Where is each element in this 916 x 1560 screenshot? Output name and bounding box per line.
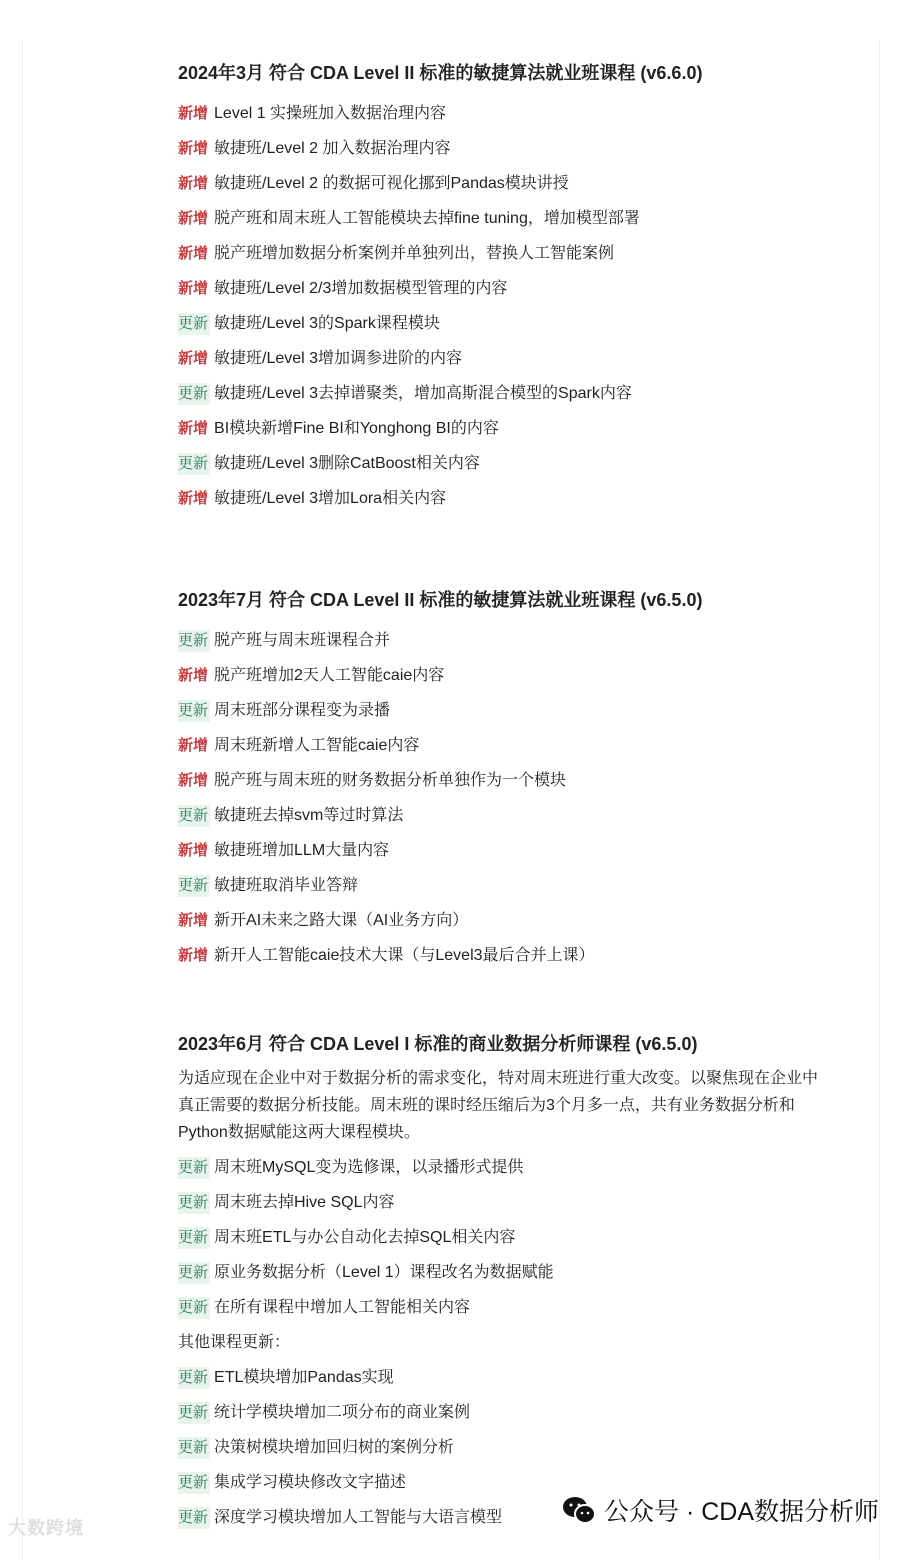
badge-added: 新增 [178, 912, 209, 929]
badge-updated: 更新 [178, 313, 210, 335]
badge-updated: 更新 [178, 805, 210, 827]
item-text: 在所有课程中增加人工智能相关内容 [214, 1299, 471, 1316]
item-text: 统计学模块增加二项分布的商业案例 [214, 1404, 471, 1421]
item-text: 敏捷班/Level 3增加Lora相关内容 [214, 490, 447, 507]
badge-added: 新增 [178, 772, 209, 789]
changelog-item [178, 664, 838, 699]
item-text: 脱产班和周末班人工智能模块去掉fine tuning，增加模型部署 [214, 210, 640, 227]
changelog-item [178, 172, 838, 207]
badge-added: 新增 [178, 140, 209, 157]
watermark-right [562, 1492, 879, 1528]
item-text: 敏捷班/Level 3去掉谱聚类，增加高斯混合模型的Spark内容 [214, 385, 632, 402]
changelog-item [178, 382, 838, 417]
release-title: 2024年3月 符合 CDA Level II 标准的敏捷算法就业班课程 (v6.6.0) [178, 63, 703, 83]
badge-updated: 更新 [178, 1507, 210, 1529]
badge-added: 新增 [178, 210, 209, 227]
item-text: 脱产班增加数据分析案例并单独列出，替换人工智能案例 [214, 245, 615, 262]
badge-added: 新增 [178, 420, 209, 437]
badge-added: 新增 [178, 350, 209, 367]
item-text: 新开AI未来之路大课（AI业务方向） [214, 912, 469, 929]
changelog-item [178, 839, 838, 874]
badge-updated: 更新 [178, 1437, 210, 1459]
change-list [178, 102, 838, 522]
changelog-item [178, 1226, 838, 1261]
changelog-item [178, 769, 838, 804]
badge-updated: 更新 [178, 1297, 210, 1319]
item-text: 敏捷班/Level 3删除CatBoost相关内容 [214, 455, 480, 472]
changelog-item [178, 1366, 838, 1401]
badge-updated: 更新 [178, 700, 210, 722]
item-text: BI模块新增Fine BI和Yonghong BI的内容 [214, 420, 499, 437]
badge-added: 新增 [178, 175, 209, 192]
changelog-item [178, 452, 838, 487]
item-text: 周末班ETL与办公自动化去掉SQL相关内容 [214, 1229, 516, 1246]
watermark-right-text: 公众号 · CDA数据分析师 [604, 1498, 880, 1526]
change-list [178, 629, 838, 979]
changelog-item [178, 1261, 838, 1296]
badge-added: 新增 [178, 947, 209, 964]
changelog-item [178, 1191, 838, 1226]
item-text: 敏捷班/Level 3的Spark课程模块 [214, 315, 440, 332]
badge-added: 新增 [178, 737, 209, 754]
release-title: 2023年7月 符合 CDA Level II 标准的敏捷算法就业班课程 (v6.5.0) [178, 590, 703, 610]
release-section [178, 1031, 838, 1541]
wechat-icon [562, 1495, 596, 1525]
item-text: 周末班新增人工智能caie内容 [214, 737, 420, 754]
badge-added: 新增 [178, 280, 209, 297]
release-section [178, 60, 838, 522]
badge-added: 新增 [178, 842, 209, 859]
badge-updated: 更新 [178, 453, 210, 475]
item-text: 集成学习模块修改文字描述 [214, 1474, 407, 1491]
changelog-item [178, 699, 838, 734]
changelog-item [178, 137, 838, 172]
changelog-item [178, 1156, 838, 1191]
badge-updated: 更新 [178, 1402, 210, 1424]
item-text: 原业务数据分析（Level 1）课程改名为数据赋能 [214, 1264, 554, 1281]
badge-updated: 更新 [178, 630, 210, 652]
badge-added: 新增 [178, 105, 209, 122]
item-text: 脱产班与周末班课程合并 [214, 632, 391, 649]
changelog-item [178, 207, 838, 242]
watermark-left: 大数跨境 [8, 1518, 84, 1538]
item-text: 周末班部分课程变为录播 [214, 702, 391, 719]
item-text: 敏捷班/Level 3增加调参进阶的内容 [214, 350, 463, 367]
item-text: 敏捷班/Level 2 的数据可视化挪到Pandas模块讲授 [214, 175, 569, 192]
item-text: 新开人工智能caie技术大课（与Level3最后合并上课） [214, 947, 595, 964]
changelog-item [178, 1436, 838, 1471]
changelog-item [178, 242, 838, 277]
change-list [178, 1156, 838, 1541]
changelog-item [178, 629, 838, 664]
release-intro: 为适应现在企业中对于数据分析的需求变化，特对周末班进行重大改变。以聚焦现在企业中真正需要的数据分析技能。周末班的课时经压缩后为3个月多一点，共有业务数据分析和Python数据赋能这两大课程模块。 [178, 1070, 819, 1141]
changelog-item [178, 347, 838, 382]
changelog-item [178, 417, 838, 452]
changelog-item [178, 874, 838, 909]
item-text: 敏捷班去掉svm等过时算法 [214, 807, 404, 824]
item-text: 敏捷班/Level 2/3增加数据模型管理的内容 [214, 280, 508, 297]
item-text: 周末班MySQL变为选修课，以录播形式提供 [214, 1159, 524, 1176]
item-text: ETL模块增加Pandas实现 [214, 1369, 394, 1386]
badge-updated: 更新 [178, 1472, 210, 1494]
badge-added: 新增 [178, 667, 209, 684]
badge-updated: 更新 [178, 875, 210, 897]
changelog-item [178, 909, 838, 944]
changelog-item [178, 804, 838, 839]
changelog-card [22, 40, 880, 1560]
item-text: 敏捷班增加LLM大量内容 [214, 842, 390, 859]
changelog-item [178, 734, 838, 769]
badge-updated: 更新 [178, 1367, 210, 1389]
changelog-item [178, 944, 838, 979]
changelog-item [178, 312, 838, 347]
badge-updated: 更新 [178, 1192, 210, 1214]
badge-updated: 更新 [178, 1157, 210, 1179]
other-updates-label: 其他课程更新： [178, 1334, 291, 1351]
changelog-item [178, 277, 838, 312]
item-text: 决策树模块增加回归树的案例分析 [214, 1439, 455, 1456]
changelog-item [178, 102, 838, 137]
badge-updated: 更新 [178, 1227, 210, 1249]
item-text: 深度学习模块增加人工智能与大语言模型 [214, 1509, 503, 1526]
item-text: Level 1 实操班加入数据治理内容 [214, 105, 447, 122]
item-text: 周末班去掉Hive SQL内容 [214, 1194, 395, 1211]
item-text: 敏捷班/Level 2 加入数据治理内容 [214, 140, 451, 157]
release-title: 2023年6月 符合 CDA Level I 标准的商业数据分析师课程 (v6.5.0) [178, 1034, 698, 1054]
item-text: 脱产班与周末班的财务数据分析单独作为一个模块 [214, 772, 567, 789]
changelog-item [178, 1401, 838, 1436]
item-text: 脱产班增加2天人工智能caie内容 [214, 667, 445, 684]
badge-updated: 更新 [178, 383, 210, 405]
item-text: 敏捷班取消毕业答辩 [214, 877, 359, 894]
changelog-item [178, 1296, 838, 1331]
badge-updated: 更新 [178, 1262, 210, 1284]
release-section [178, 587, 838, 979]
changelog-item [178, 487, 838, 522]
badge-added: 新增 [178, 490, 209, 507]
badge-added: 新增 [178, 245, 209, 262]
